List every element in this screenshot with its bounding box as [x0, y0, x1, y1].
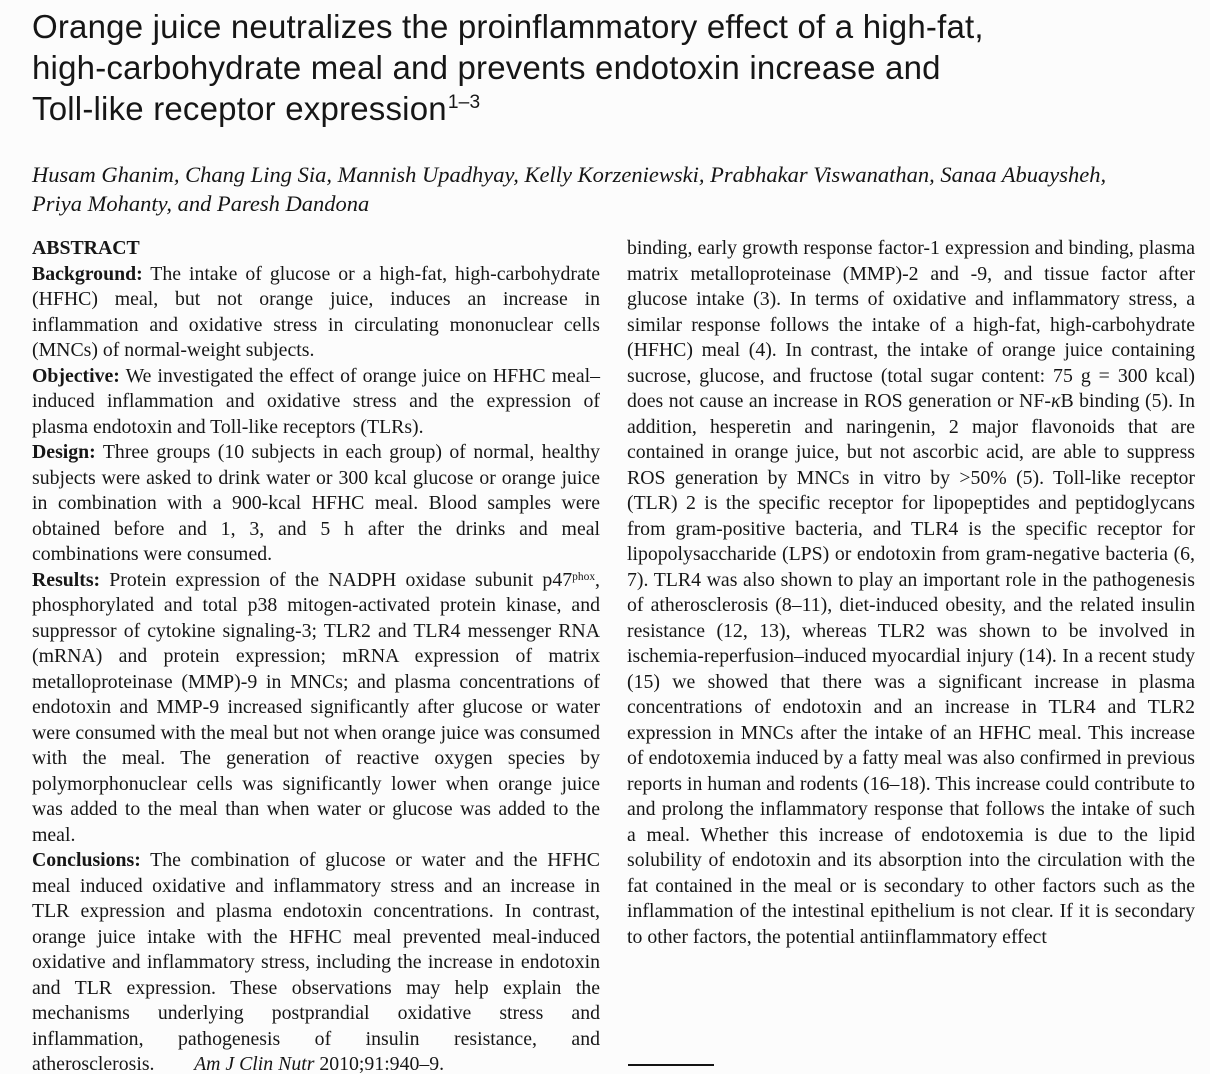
- text-run: Objective:: [32, 364, 120, 387]
- footnote-rule: [628, 1064, 714, 1066]
- author-byline-line-2: Priya Mohanty, and Paresh Dandona: [32, 190, 370, 216]
- abstract-objective: [32, 364, 600, 441]
- abstract-conclusions: [32, 848, 600, 1074]
- text-run: Three groups (10 subjects in each group) of normal, healthy subjects were asked to drink water or 300 kcal glucose or orange juice in combination with a 900-kcal HFHC meal. Blood samples were obtained before and 1, 3, and 5 h after the drinks and meal combinations were consumed.: [32, 441, 600, 565]
- abstract-background: [32, 262, 600, 364]
- text-run: Results:: [32, 568, 101, 591]
- text-run: We investigated the effect of orange juice on HFHC meal–induced inflammation and oxidative stress and the expression of plasma endotoxin and Toll-like receptors (TLRs).: [32, 364, 600, 438]
- text-run: binding, early growth response factor-1 expression and binding, plasma matrix metalloproteinase (MMP)-2 and -9, and tissue factor after glucose intake (3). In terms of oxidative and inflammatory stress, a similar response follows the intake of a high-fat, high-carbohydrate (HFHC) meal (4). In contrast, the intake of orange juice containing sucrose, glucose, and fructose (total sugar content: 75 g = 300 kcal) does not cause an increase in ROS generation or NF-: [627, 237, 1195, 412]
- introduction-column: [627, 236, 1195, 950]
- text-run: , phosphorylated and total p38 mitogen-activated protein kinase, and suppressor of cytokine signaling-3; TLR2 and TLR4 messenger RNA (mRNA) and protein expression; mRNA expression of matrix metalloproteinase (MMP)-9 in MNCs; and plasma concentrations of endotoxin and MMP-9 increased significantly after glucose or water were consumed with the meal but not when orange juice was consumed with the meal. The generation of reactive oxygen species by polymorphonuclear cells was significantly lower when orange juice was added to the meal than when water or glucose was added to the meal.: [32, 568, 600, 846]
- text-run: Am J Clin Nutr: [194, 1053, 315, 1074]
- abstract-column: [32, 236, 600, 1074]
- article-title-line-1: Orange juice neutralizes the proinflammatory effect of a high-fat,: [32, 8, 984, 45]
- author-byline: [32, 161, 1194, 218]
- abstract-results: [32, 568, 600, 849]
- text-run: Protein expression of the NADPH oxidase subunit p47: [100, 568, 573, 591]
- text-run: 2010;91:940–9.: [314, 1053, 445, 1074]
- author-byline-line-1: Husam Ghanim, Chang Ling Sia, Mannish Upadhyay, Kelly Korzeniewski, Prabhakar Viswanathan, Sanaa Abuaysheh,: [32, 162, 1107, 187]
- text-run: B binding (5). In addition, hesperetin and naringenin, 2 major flavonoids that are contained in orange juice, but not ascorbic acid, are able to suppress ROS generation by MNCs in vitro by >50% (5). Toll-like receptor (TLR) 2 is the specific receptor for lipopeptides and peptidoglycans from gram-positive bacteria, and TLR4 is the specific receptor for lipopolysaccharide (LPS) or endotoxin from gram-negative bacteria (6, 7). TLR4 was also shown to play an important role in the pathogenesis of atherosclerosis (8–11), diet-induced obesity, and the related insulin resistance (12, 13), whereas TLR2 was shown to be involved in ischemia-reperfusion–induced myocardial injury (14). In a recent study (15) we showed that there was a significant increase in plasma concentrations of endotoxin and an increase in TLR4 and TLR2 expression in MNCs after the intake of an HFHC meal. This increase of endotoxemia induced by a fatty meal was also confirmed in previous reports in human and rodents (16–18). This increase could contribute to and prolong the inflammatory response that follows the intake of such a meal. Whether this increase of endotoxemia is due to the lipid solubility of endotoxin and its absorption into the circulation with the fat contained in the meal or is secondary to other factors such as the inflammation of the intestinal epithelium is not clear. If it is secondary to other factors, the potential antiinflammatory effect: [627, 390, 1195, 948]
- abstract-design: [32, 440, 600, 568]
- introduction-continuation: [627, 236, 1195, 950]
- abstract-heading: ABSTRACT: [32, 237, 140, 259]
- abstract-paragraphs: [32, 262, 600, 1074]
- text-run: Design:: [32, 441, 96, 463]
- title-footnote-superscript: 1–3: [447, 92, 481, 114]
- superscript-text: phox: [572, 570, 596, 583]
- article-title: [32, 6, 1192, 135]
- article-title-line-3: Toll-like receptor expression: [32, 90, 447, 127]
- text-run: The combination of glucose or water and the HFHC meal induced oxidative and inflammatory stress and an increase in TLR expression and plasma endotoxin concentrations. In contrast, orange juice intake with the HFHC meal prevented meal-induced oxidative and inflammatory stress, including the increase in endotoxin and TLR expression. These observations may help explain the mechanisms underlying postprandial oxidative stress and inflammation, pathogenesis of insulin resistance, and atherosclerosis.: [32, 849, 600, 1074]
- introduction-paragraphs: [627, 236, 1195, 950]
- text-run: κ: [1050, 390, 1061, 412]
- article-title-line-2: high-carbohydrate meal and prevents endotoxin increase and: [32, 49, 941, 86]
- text-run: The intake of glucose or a high-fat, high-carbohydrate (HFHC) meal, but not orange juice, induces an increase in inflammation and oxidative stress in circulating mononuclear cells (MNCs) of normal-weight subjects.: [32, 262, 600, 361]
- text-run: Background:: [32, 262, 143, 285]
- text-run: Conclusions:: [32, 849, 141, 871]
